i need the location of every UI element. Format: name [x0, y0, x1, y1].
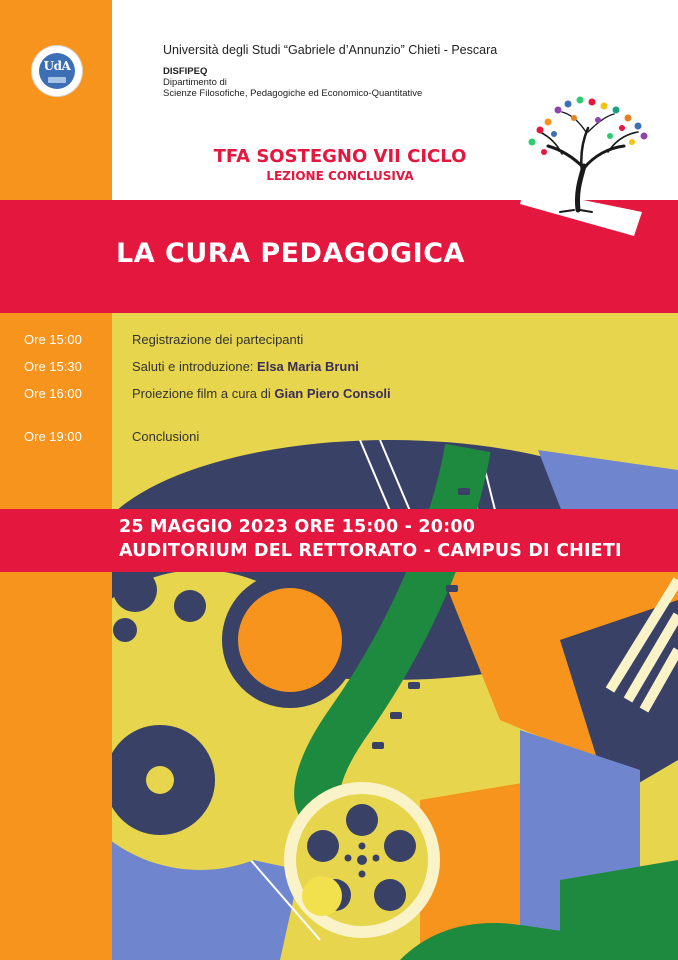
activity-text: Registrazione dei partecipanti	[132, 332, 304, 347]
program-time: Ore 15:00	[24, 332, 82, 347]
program-list	[0, 0, 678, 450]
logo-text: UdA	[43, 59, 71, 73]
program-activity	[132, 359, 359, 374]
activity-text: Saluti e introduzione:	[132, 359, 258, 374]
course-subtitle: LEZIONE CONCLUSIVA	[266, 169, 414, 183]
department-label: Dipartimento di	[163, 77, 227, 88]
program-time: Ore 15:30	[24, 359, 82, 374]
event-date: 25 MAGGIO 2023 ORE 15:00 - 20:00	[119, 517, 476, 537]
course-title: TFA SOSTEGNO VII CICLO	[213, 146, 467, 167]
program-activity	[132, 429, 199, 444]
department-code: DISFIPEQ	[163, 66, 208, 77]
activity-text: Proiezione film a cura di	[132, 386, 275, 401]
program-activity	[132, 332, 303, 347]
program-activity	[132, 386, 391, 401]
event-venue: AUDITORIUM DEL RETTORATO - CAMPUS DI CHIETI	[119, 541, 622, 561]
department-full-name: Scienze Filosofiche, Pedagogiche ed Economico-Quantitative	[163, 88, 423, 99]
main-title: LA CURA PEDAGOGICA	[116, 238, 465, 269]
speaker-name: Elsa Maria Bruni	[257, 359, 359, 374]
program-time: Ore 16:00	[24, 386, 82, 401]
university-name: Università degli Studi “Gabriele d’Annunzio” Chieti - Pescara	[163, 43, 498, 57]
speaker-name: Gian Piero Consoli	[274, 386, 391, 401]
activity-text: Conclusioni	[132, 429, 200, 444]
program-time: Ore 19:00	[24, 429, 82, 444]
